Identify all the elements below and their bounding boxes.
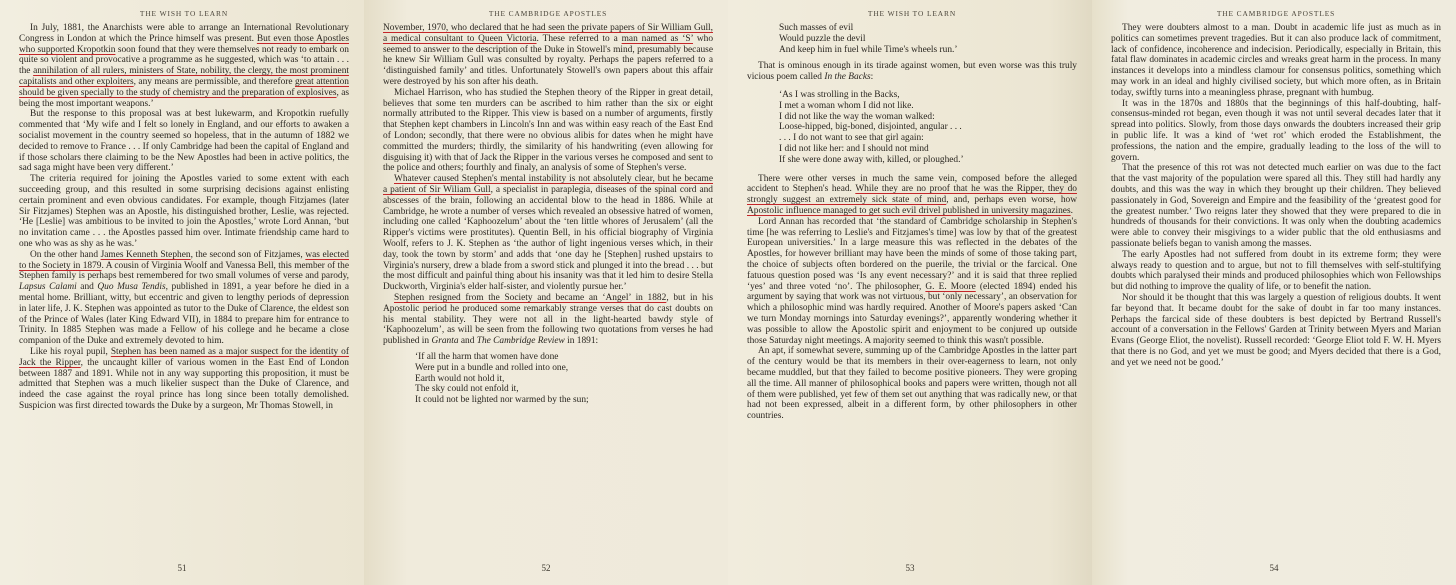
page-body — [19, 23, 349, 412]
page-body-intro — [747, 61, 1077, 83]
text-run: . A cousin of Virginia Woolf and Vanessa Bell, this member of the Stephen family is perhaps best remembered for two small volumes of verse and parody, — [19, 260, 349, 282]
underlined-passage: man named as ‘S’ — [621, 33, 693, 44]
running-header: THE WISH TO LEARN — [139, 9, 229, 18]
paragraph — [383, 23, 713, 88]
page-51 — [0, 0, 364, 585]
text-run: in 1891: — [564, 336, 599, 347]
page-body — [1111, 23, 1441, 369]
verse-line: If she were done away with, killed, or ploughed.’ — [779, 154, 964, 165]
underlined-passage: great attention should be given specially to the study of chemistry and the preparation of explosives — [19, 76, 349, 98]
text-run: On the other hand — [30, 249, 101, 260]
verse-line: Earth would not hold it, — [415, 373, 505, 384]
paragraph — [747, 217, 1077, 347]
text-run: Michael Harrison, who has studied the Stephen theory of the Ripper in great detail, believes that some ten murders can be ascribed to him rather than the six or eight normally attributed to the Ripper. This view is based on a number of arguments, firstly that Stephen kept chambers in Lincoln's Inn and was within easy reach of the East End of London; secondly, that there were no obvious alibis for dates when he might have committed the murders; thirdly, the similarity of his handwriting (even allowing for disguising it) with that of Jack the Ripper in the various verses he composed and sent to the police and others; fourthly and finaly, an analysis of some of Stephen's verse. — [383, 87, 713, 174]
paragraph — [19, 174, 349, 250]
paragraph — [383, 174, 713, 293]
text-run: There were other verses in much the same vein, composed before the alleged accident to Stephen's head. — [747, 173, 1077, 195]
page-number: 51 — [177, 563, 187, 573]
text-run: , published in 1891, a year before he died in a mental home. Brilliant, witty, but eccentric and given to lengthy periods of depression in later life, J. K. Stephen was appointed as tutor to the Duke of Clarence, the eldest son of the Prince of Wales (later King Edward VII), in 1884 to prepare him for entrance to Trinity. In 1885 Stephen was made a Fellow of his college and he became a close companion of the Duke and extremely devoted to him. — [19, 282, 349, 347]
underlined-passage: Stephen has been named as a major suspect for the identity of Jack the Ripper — [19, 346, 349, 368]
paragraph — [1111, 250, 1441, 293]
verse-quotation — [415, 352, 713, 406]
italic-title: Granta — [431, 336, 459, 347]
text-run: In July, 1881, the Anarchists were able to arrange an International Revolutionary Congress in London at which the Prince himself was present. — [19, 23, 349, 44]
page-54 — [1092, 0, 1456, 585]
text-run: That the presence of this rot was not detected much earlier on was due to the fact that the vast majority of the population were spared all this. They still had hardly any doubts, and this was the way in which they brought up their children. They believed passionately in God, Sovereign and Empire and the feasibility of the ‘greatest good for the greatest number.’ Two reigns later they showed that they were prepared to die in hundreds of thousands for their convictions. It was only when the doubting academics were able to convey their misgivings to a wider public that the old enthusiasms and passionate beliefs began to vanish among the masses. — [1111, 163, 1441, 249]
text-run: Nor should it be thought that this was largely a question of religious doubts. It went far beyond that. It became doubt for the sake of doubt in far too many instances. Perhaps the farcical side of these doubters is best depicted by Bertrand Russell's account of a conversation in the Fellows' Garden at Trinity between Myers and Marian Evans (George Eliot, the novelist). Russell recorded: ‘George Eliot told F. W. H. Myers that there is no God, and yet we must be good; and Myers decided that there is a God, and yet we need not be good.’ — [1111, 292, 1441, 368]
running-header: THE CAMBRIDGE APOSTLES — [1216, 9, 1336, 18]
text-run: , the uncaught killer of various women in the East End of London between 1887 and 1891. While not in any way supporting this proposition, it must be admitted that Stephen was a much likelier suspect than the Duke of Clarence, and indeed the case against the royal prince has long since been totally demolished. Suspicion was first directed towards the Duke by a surgeon, Mr Thomas Stowell, in — [19, 357, 349, 411]
verse-line: ‘If all the harm that women have done — [415, 351, 559, 362]
italic-title: In the Backs — [824, 72, 871, 83]
underlined-passage: While they are no proof that he was the Ripper, they do strongly suggest an extremely sick state of mind — [747, 184, 1077, 206]
verse-line: It could not be lighted nor warmed by the sun; — [415, 395, 589, 406]
text-run: . — [1070, 205, 1073, 216]
verse-line: I did not like her: and I should not mind — [779, 143, 929, 154]
paragraph — [383, 88, 713, 174]
underlined-passage: G. E. Moore — [925, 281, 976, 292]
text-run: , as being the most important weapons.’ — [19, 87, 350, 109]
paragraph — [19, 250, 349, 347]
paragraph — [747, 174, 1077, 217]
paragraph — [383, 293, 713, 347]
paragraph — [19, 23, 349, 109]
verse-line: I met a woman whom I did not like. — [779, 100, 914, 111]
text-run: soon found that they were themselves not ready to embark on quite so violent and provocative a programme as he suggested, which was ‘to attain . . . the — [19, 44, 349, 77]
text-run: , any means are permissible, and therefore — [133, 76, 295, 87]
text-run: . These referred to a — [536, 33, 622, 44]
italic-title: Lapsus Calami — [19, 282, 77, 293]
text-run: , a specialist in paraplegia, diseases of the spinal cord and abscesses of the brain, following an accidental blow to the head in 1886. While at Cambridge, he wrote a number of verses which revealed an obsessive hatred of women, including one called ‘Kaphoozelum’ about the ‘ten little whores of Jerusalem’ (all the Ripper's victims were prostitutes). Quentin Bell, in his official biography of Virginia Woolf, refers to J. K. Stephen as ‘the author of light ingenious verses which, in their day, took the town by storm’ and adds that ‘one day he [Stephen] rushed upstairs to Virginia's nursery, drew a blade from a sword stick and plunged it into the bread . . . but the most difficult and painful thing about his insanity was that it led him to desire Stella Duckworth, Virginia's elder half-sister, and violently pursue her.’ — [383, 184, 713, 293]
text-run: : — [870, 72, 874, 83]
verse-continued — [779, 23, 1077, 55]
verse-line: . . . I do not want to see that girl again: — [779, 133, 924, 144]
underlined-passage: Stephen resigned from the Society and became an ‘Angel’ in 1882 — [394, 292, 667, 303]
page-number: 54 — [1269, 563, 1279, 573]
paragraph — [19, 347, 349, 412]
text-run: who seemed to answer to the description of the Duke in Stowell's mind, presumably because he knew Sir William Gull was consulted by royalty. Perhaps the papers referred to a ‘distinguished family’ and titles. Unfortunately Stowell's own papers about this affair were destroyed by his son after his death. — [383, 33, 714, 87]
paragraph — [1111, 163, 1441, 249]
paragraph — [19, 109, 349, 174]
underlined-passage: was elected to the Society in 1879 — [19, 249, 349, 271]
paragraph — [747, 346, 1077, 422]
text-run: The early Apostles had not suffered from doubt in its extreme form; they were always ready to question and to argue, but not to fill themselves with self-stultifying doubts which paralysed their minds and produced philosophies which won Fellowships but did nothing to improve the quality of life, or to benefit the nation. — [1111, 249, 1441, 293]
verse-line: ‘As I was strolling in the Backs, — [779, 89, 900, 100]
paragraph — [747, 61, 1077, 83]
text-run: and — [458, 336, 477, 347]
underlined-passage: Whatever caused Stephen's mental instability is not absolutely clear, but he became a patient of Sir Wiliam Gull — [383, 174, 713, 195]
verse-line: Were put in a bundle and rolled into one, — [415, 362, 569, 373]
verse-in-the-backs — [779, 90, 1077, 166]
text-run: That is ominous enough in its tirade against women, but even worse was this truly vicious poem called — [747, 61, 1077, 83]
verse-line: And keep him in fuel while Time's wheels run.’ — [779, 44, 958, 55]
page-53 — [728, 0, 1092, 585]
text-run: , the second son of Fitzjames, — [190, 249, 306, 260]
text-run: , and, perhaps even worse, how — [946, 195, 1077, 206]
verse-line: Such masses of evil — [779, 23, 854, 33]
verse-line: The sky could not enfold it, — [415, 384, 519, 395]
verse-line: I did not like the way the woman walked: — [779, 111, 935, 122]
page-body — [383, 23, 713, 347]
text-run: Like his royal pupil, — [30, 346, 111, 357]
page-number: 53 — [905, 563, 915, 573]
underlined-passage: James Kenneth Stephen — [100, 249, 191, 260]
italic-title: The Cambridge Review — [476, 336, 565, 347]
text-run: An apt, if somewhat severe, summing up of the Cambridge Apostles in the latter part of the century would be that its members in their over-eagerness to learn, not only became muddled, but that they failed to become positive pioneers. They were groping all the time. All manner of philosophical books and papers were written, though not all of them were published, yet few of them set out anything that was radically new, or that had not been expressed, albeit in a different form, by other philosophers in other countries. — [747, 346, 1077, 422]
underlined-passage: Apostolic influence managed to get such evil drivel published in university magazines — [747, 205, 1071, 216]
text-run: Lord Annan has recorded that ‘the standard of Cambridge scholarship in Stephen's time [he was referring to Leslie's and Fitzjames's time] was low by that of the greatest European universities.’ In a large measure this was reflected in the debates of the Apostles, for however brilliant may have been the minds of some of those taking part, the choice of subjects often bordered on the puerile, the trivial or the farcical. One fatuous question posed was ‘Is any event necessary?’ and it is said that three replied ‘yes’ and three voted ‘no’. The philosopher, — [747, 216, 1077, 292]
page-number: 52 — [541, 563, 551, 573]
page-52 — [364, 0, 728, 585]
running-header: THE WISH TO LEARN — [867, 9, 957, 18]
text-run: But the response to this proposal was at best lukewarm, and Kropotkin ruefully commented that ‘My wife and I felt so lonely in England, and our efforts to awaken a socialist movement in the country seemed so hopeless, that in the autumn of 1882 we decided to remove to France . . . If only Cambridge had been the capital of England and if those scholars there claiming to be the New Apostles had been in active politics, the sad saga might have been very different.’ — [19, 109, 349, 174]
paragraph — [1111, 293, 1441, 369]
text-run: , but in his Apostolic period he produced some remarkably strange verses that do cast doubts on his mental stability. They were not all in the light-hearted bawdy style of ‘Kaphoozelum’, as will be seen from the following two quotations from verses he had published in — [383, 292, 713, 347]
text-run: They were doubters almost to a man. Doubt in academic life just as much as in politics can sometimes prevent tragedies. But it can also produce lack of commitment, lack of confidence, incoherence and indecision. Periodically, especially in Britain, this fatal flaw dominates in academic circles and wreaks great harm in the process. In many instances it develops into a mindless clamour for consensus politics, something which may work in an ideal and highly civilised society, but which more often, as in Britain today, swiftly turns into a meaningless phrase, pregnant with humbug. — [1111, 23, 1441, 98]
text-run: It was in the 1870s and 1880s that the beginnings of this half-doubting, half-consensus-minded rot began, even though it was not until several decades later that it spread into politics. Slowly, from those days onwards the doubters increased their grip in public life. It was a kind of ‘wet rot’ which eroded the Establishment, the professions, the nation and the empire, gradually leading to the loss of the will to govern. — [1111, 98, 1441, 163]
running-header: THE CAMBRIDGE APOSTLES — [488, 9, 608, 18]
paragraph — [1111, 23, 1441, 99]
underlined-passage: November, 1970, who declared that he had seen the private papers of Sir William Gull, a medical consultant to Queen Victoria — [383, 23, 713, 44]
text-run: and — [76, 282, 98, 293]
verse-line: Would puzzle the devil — [779, 33, 866, 44]
underlined-passage: annihilation of all rulers, ministers of State, nobility, the clergy, the most prominent capitalists and other exploiters — [19, 66, 349, 87]
verse-line: Loose-hipped, big-boned, disjointed, angular . . . — [779, 122, 962, 133]
italic-title: Quo Musa Tendis — [97, 282, 166, 293]
paragraph — [1111, 99, 1441, 164]
underlined-passage: But even those Apostles who supported Kropotkin — [19, 33, 349, 55]
text-run: The criteria required for joining the Apostles varied to some extent with each succeeding group, and this resulted in some surprising decisions against enlisting certain prominent and even obvious candidates. For example, though Fitzjames (later Sir Fitzjames) Stephen was an Apostle, his distinguished brother, Leslie, was rejected. ‘He [Leslie] was ambitious to be invited to join the Apostles,’ wrote Lord Annan, ‘but no invitation came . . . the Apostles passed him over. Intimate friendship came hard to one who was as shy as he was.’ — [19, 174, 349, 249]
page-body — [747, 174, 1077, 422]
text-run: (elected 1894) ended his argument by saying that work was not virtuous, but ‘only necessary’, an observation for which a philosophic mind was hardly required. Another of Moore's papers asked ‘Can we turn Monday mornings into Saturday evenings?’, apparently wondering whether it was possible to allow the Apostolic spirit and enjoyment to be conjured up outside those Saturday night meetings. A majority seemed to think this wasn't possible. — [747, 281, 1077, 346]
